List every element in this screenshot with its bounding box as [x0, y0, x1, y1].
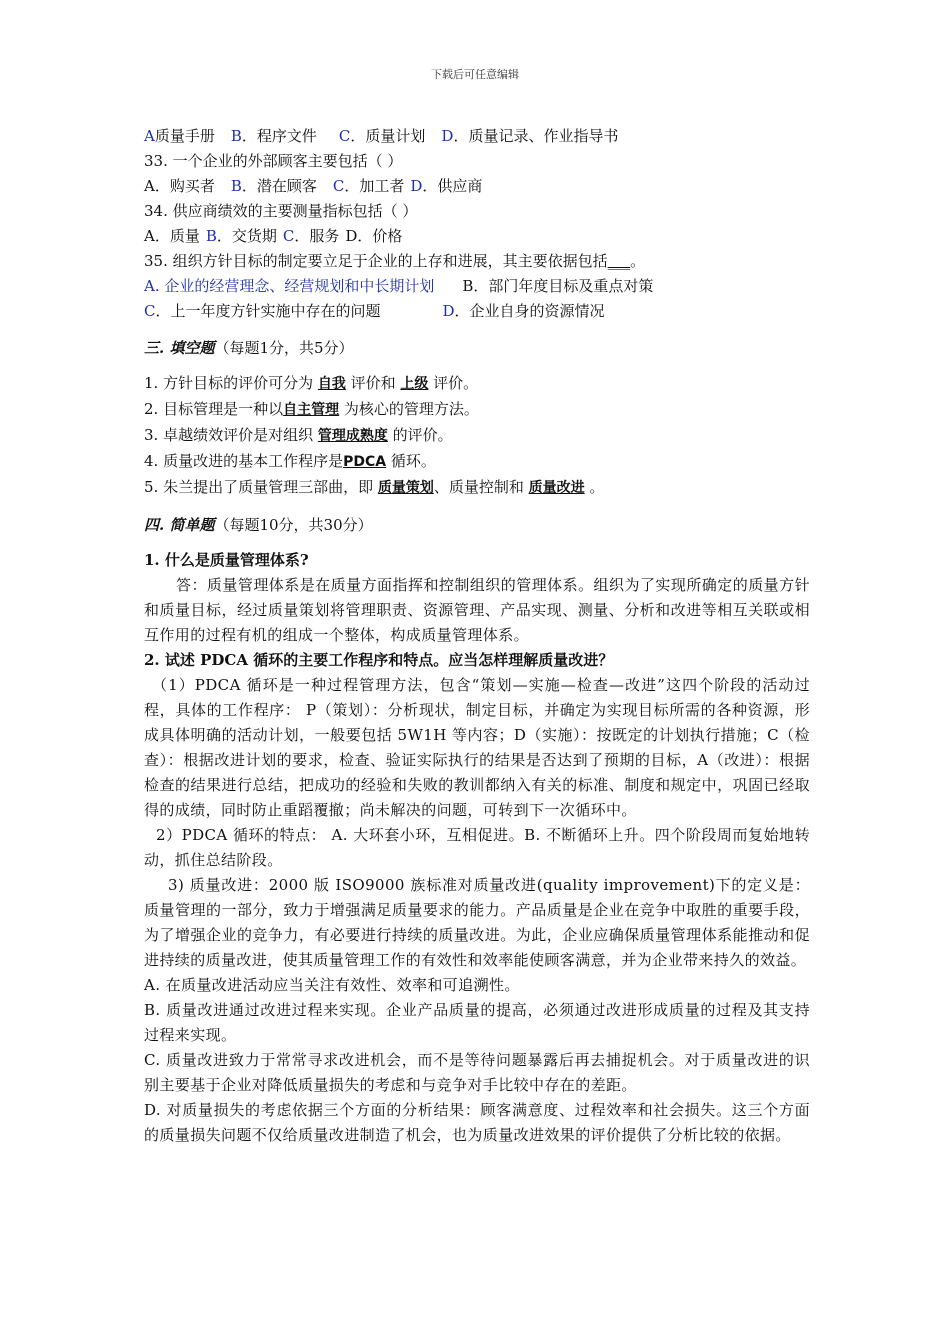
- answer-point-b: B. 质量改进通过改进过程来实现。企业产品质量的提高，必须通过改进形成质量的过程及其支持过程来实现。: [144, 1001, 810, 1044]
- option-text: ．供应商: [422, 177, 483, 195]
- answer-blank: ___: [607, 252, 631, 270]
- fill-text: 4. 质量改进的基本工作程序是: [144, 452, 344, 470]
- fill-text: 的评价。: [387, 426, 453, 444]
- fill-text: 为核心的管理方法。: [339, 400, 479, 418]
- answer-point-a: A. 在质量改进活动应当关注有效性、效率和可追溯性。: [144, 976, 520, 994]
- short-question-2-title: 2. 试述 PDCA 循环的主要工作程序和特点。应当怎样理解质量改进？: [144, 651, 614, 669]
- fill-item-2: [144, 397, 810, 423]
- option-letter: B: [230, 127, 242, 145]
- q35-options-cd: [144, 299, 810, 324]
- answer-paragraph-2: 2）PDCA 循环的特点： A. 大环套小环，互相促进。B. 不断循环上升。四个阶段周而复始地转动，抓住总结阶段。: [144, 826, 810, 869]
- answer-point-d: D. 对质量损失的考虑依据三个方面的分析结果：顾客满意度、过程效率和社会损失。这三个方面的质量损失问题不仅给质量改进制造了机会，也为质量改进效果的评价提供了分析比较的依据。: [144, 1101, 810, 1144]
- short-question-1-answer: 答：质量管理体系是在质量方面指挥和控制组织的管理体系。组织为了实现所确定的质量方针和质量目标，经过质量策划将管理职责、资源管理、产品实现、测量、分析和改进等相互关联或相互作用的过程有机的组成一个整体，构成质量管理体系。: [144, 576, 810, 644]
- fill-text: 。: [584, 478, 605, 496]
- option-text: ．程序文件: [241, 127, 317, 145]
- fill-text: 、质量控制和: [433, 478, 529, 496]
- fill-answer: 自主管理: [283, 402, 340, 418]
- option-text: ．企业自身的资源情况: [454, 302, 605, 320]
- option-letter: C: [144, 302, 156, 320]
- fill-answer: 上级: [400, 376, 429, 392]
- document-body: [144, 124, 810, 1148]
- option-letter: C: [282, 227, 295, 245]
- option-letter: B: [205, 227, 217, 245]
- fill-answer: 质量改进: [528, 480, 585, 496]
- question-33: 33. 一个企业的外部顾客主要包括（ ）: [144, 152, 403, 170]
- question-end: 。: [630, 252, 646, 270]
- fill-item-4: [144, 449, 810, 475]
- fill-text: 3. 卓越绩效评价是对组织: [144, 426, 318, 444]
- fill-item-1: [144, 371, 810, 397]
- fill-text: 评价。: [428, 374, 479, 392]
- fill-answer: 自我: [317, 376, 346, 392]
- fill-text: 评价和: [345, 374, 401, 392]
- fill-item-3: [144, 423, 810, 449]
- option-text: B．部门年度目标及重点对策: [462, 277, 654, 295]
- answer-point-c: C. 质量改进致力于常常寻求改进机会，而不是等待问题暴露后再去捕捉机会。对于质量改进的识别主要基于企业对降低质量损失的考虑和与竞争对手比较中存在的差距。: [144, 1051, 810, 1094]
- section-note: （每题1分，共5分）: [214, 339, 354, 357]
- question-text: 35. 组织方针目标的制定要立足于企业的上存和进展，其主要依据包括: [144, 252, 608, 270]
- q34-options: [144, 224, 810, 249]
- option-text: 质量手册: [154, 127, 215, 145]
- q33-options: [144, 174, 810, 199]
- option-letter: B: [230, 177, 242, 195]
- fill-text: 循环。: [386, 452, 436, 470]
- option-letter: D: [441, 127, 454, 145]
- option-text: ．质量计划: [350, 127, 426, 145]
- q32-options: [144, 124, 810, 149]
- question-34: 34. 供应商绩效的主要测量指标包括（ ）: [144, 202, 418, 220]
- page-header-note: 下载后可任意编辑: [431, 68, 519, 81]
- option-text: ．上一年度方针实施中存在的问题: [155, 302, 381, 320]
- section-title: 四. 简单题: [144, 516, 215, 534]
- section-note: （每题10分，共30分）: [214, 516, 373, 534]
- option-text: A．购买者: [144, 177, 215, 195]
- fill-item-5: [144, 475, 810, 501]
- option-text: D．价格: [345, 227, 403, 245]
- fill-answer: 管理成熟度: [317, 428, 388, 444]
- fill-text: 2. 目标管理是一种以: [144, 400, 284, 418]
- answer-paragraph-1: （1）PDCA 循环是一种过程管理方法，包含“策划—实施—检查—改进”这四个阶段的活动过程，具体的工作程序： P（策划）：分析现状，制定目标，并确定为实现目标所需的各种资源，形成具体明确的活动计划，一般要包括 5W1H 等内容；D（实施）：按既定的计划执行措施；C（检查）：根据改进计划的要求，检查、验证实际执行的结果是否达到了预期的目标，A（改进）：根据检查的结果进行总结，把成功的经验和失败的教训都纳入有关的标准、制度和规定中，巩固已经取得的成绩，同时防止重蹈覆撤；尚未解决的问题，可转到下一次循环中。: [144, 676, 810, 819]
- question-35: [144, 249, 810, 274]
- option-text: ．服务: [294, 227, 340, 245]
- option-letter: A: [144, 277, 155, 295]
- option-text: . 企业的经营理念、经营规划和中长期计划: [154, 277, 435, 295]
- fill-answer: PDCA: [343, 454, 387, 470]
- option-letter: D: [442, 302, 455, 320]
- option-letter: D: [410, 177, 423, 195]
- answer-paragraph-3: 3) 质量改进：2000 版 ISO9000 族标准对质量改进(quality improvement)下的定义是：质量管理的一部分，致力于增强满足质量要求的能力。产品质量是企业在竞争中取胜的重要手段，为了增强企业的竞争力，有必要进行持续的质量改进。为此，企业应确保质量管理体系能推动和促进持续的质量改进，使其质量管理工作的有效性和效率能使顾客满意，并为企业带来持久的效益。: [144, 876, 810, 969]
- section-4-heading: [144, 513, 810, 538]
- option-text: ．交货期: [216, 227, 277, 245]
- fill-answer: 质量策划: [377, 480, 434, 496]
- section-3-heading: [144, 336, 810, 361]
- option-text: ．质量记录、作业指导书: [453, 127, 619, 145]
- option-letter: C: [338, 127, 351, 145]
- option-letter: A: [144, 127, 155, 145]
- option-text: A．质量: [144, 227, 200, 245]
- section-title: 三. 填空题: [144, 339, 215, 357]
- fill-text: 5. 朱兰提出了质量管理三部曲，即: [144, 478, 378, 496]
- q35-options-ab: [144, 274, 810, 299]
- option-text: ．潜在顾客: [241, 177, 317, 195]
- short-question-1-title: 1. 什么是质量管理体系?: [144, 551, 309, 569]
- option-text: ．加工者: [344, 177, 405, 195]
- fill-text: 1. 方针目标的评价可分为: [144, 374, 318, 392]
- option-letter: C: [332, 177, 345, 195]
